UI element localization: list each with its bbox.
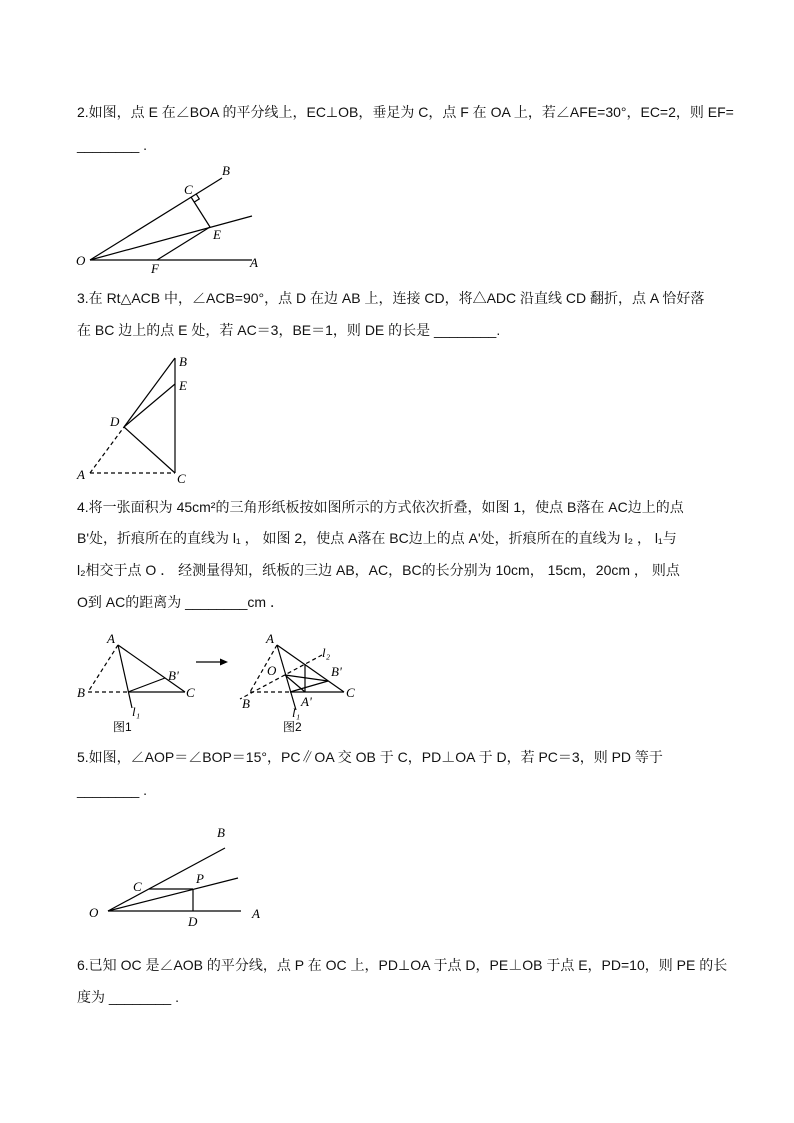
label-e: E [213,227,221,242]
crease-l1 [277,645,296,710]
label-a: A [252,906,260,921]
problem-5-line-2-answer-blank: ________ . [77,782,148,798]
figure-1 [77,631,195,734]
label-c: C [346,685,355,700]
label-l2: l₂ [322,645,331,660]
label-e: E [179,378,187,393]
problem-2-line-2-answer-blank: ________ . [77,137,148,153]
label-l1: l₁ [132,704,141,719]
label-d: D [110,414,120,429]
caption-figure-1: 图1 [113,720,132,734]
label-o: O [267,663,277,678]
problem-4-line-2: B'处，折痕所在的直线为 l₁ ， 如图 2，使点 A落在 BC边上的点 A'处，折痕所在的直线为 l₂ ， l₁与 [77,530,677,546]
problem-2-figure [70,160,270,280]
problem-4-line-3: l₂相交于点 O ． 经测量得知，纸板的三边 AB，AC，BC的长分别为 10cm， 15cm，20cm ， 则点 [77,562,680,578]
ray-ob [90,178,222,260]
arrow-head [220,659,228,666]
arrow-right-icon [196,659,228,666]
crease-l1 [118,645,132,708]
folded-edge-to-b-prime [128,678,165,692]
problem-4-line-1: 4.将一张面积为 45cm²的三角形纸板按如图所示的方式依次折叠，如图 1，使点 B落在 AC边上的点 [77,499,684,515]
label-b-prime: B' [331,664,342,679]
problem-3-line-1: 3.在 Rt△ACB 中，∠ACB=90°，点 D 在边 AB 上，连接 CD，将△ADC 沿直线 CD 翻折，点 A 恰好落 [77,290,705,306]
problem-2-line-1: 2.如图，点 E 在∠BOA 的平分线上，EC⊥OB，垂足为 C，点 F 在 OA 上，若∠AFE=30°，EC=2，则 EF= [77,104,734,120]
label-a: A [250,255,258,270]
label-b: B [179,354,187,369]
problem-4-figure [70,630,360,740]
bisector-ray-oe [90,216,252,260]
ray-op [108,878,238,911]
segment-ef [157,227,210,260]
label-l1: l₁ [292,705,301,720]
caption-figure-2: 图2 [283,720,302,734]
figure-2 [240,631,355,734]
problem-5-line-1: 5.如图，∠AOP＝∠BOP＝15°，PC∥OA 交 OB 于 C，PD⊥OA 于 D，若 PC＝3，则 PD 等于 [77,749,663,765]
label-b-prime: B' [168,668,179,683]
label-c: C [133,879,142,894]
label-d: D [188,914,198,929]
problem-5-figure [85,825,270,935]
problem-6-line-2: 度为 ________ . [77,989,179,1005]
label-p: P [196,871,204,886]
label-b: B [77,685,85,700]
problem-4-line-4: O到 AC的距离为 ________cm ． [77,594,284,610]
folded-edge-to-b-prime [290,681,328,692]
segment-dc [124,427,175,473]
label-c: C [184,182,193,197]
label-a: A [77,467,85,482]
segment-ab-dashed [88,645,118,692]
label-b: B [242,696,250,711]
label-o: O [76,253,86,268]
label-a: A [107,631,115,646]
problem-6-line-1: 6.已知 OC 是∠AOB 的平分线，点 P 在 OC 上，PD⊥OA 于点 D，PE⊥OB 于点 E，PD=10，则 PE 的长 [77,957,728,973]
problem-3-figure [70,350,200,490]
label-b: B [222,163,230,178]
segment-db [124,358,175,427]
label-c: C [177,471,186,486]
label-b: B [217,825,225,840]
problem-3-line-2: 在 BC 边上的点 E 处，若 AC＝3，BE＝1，则 DE 的长是 ________. [77,322,501,338]
segment-ad-dashed [90,427,124,473]
segment-ce [191,197,210,227]
segment-de [124,384,175,427]
label-c: C [186,685,195,700]
label-a-prime: A' [301,694,312,709]
label-a: A [266,631,274,646]
ray-ob [108,848,225,911]
label-f: F [151,261,159,276]
label-o: O [89,905,99,920]
